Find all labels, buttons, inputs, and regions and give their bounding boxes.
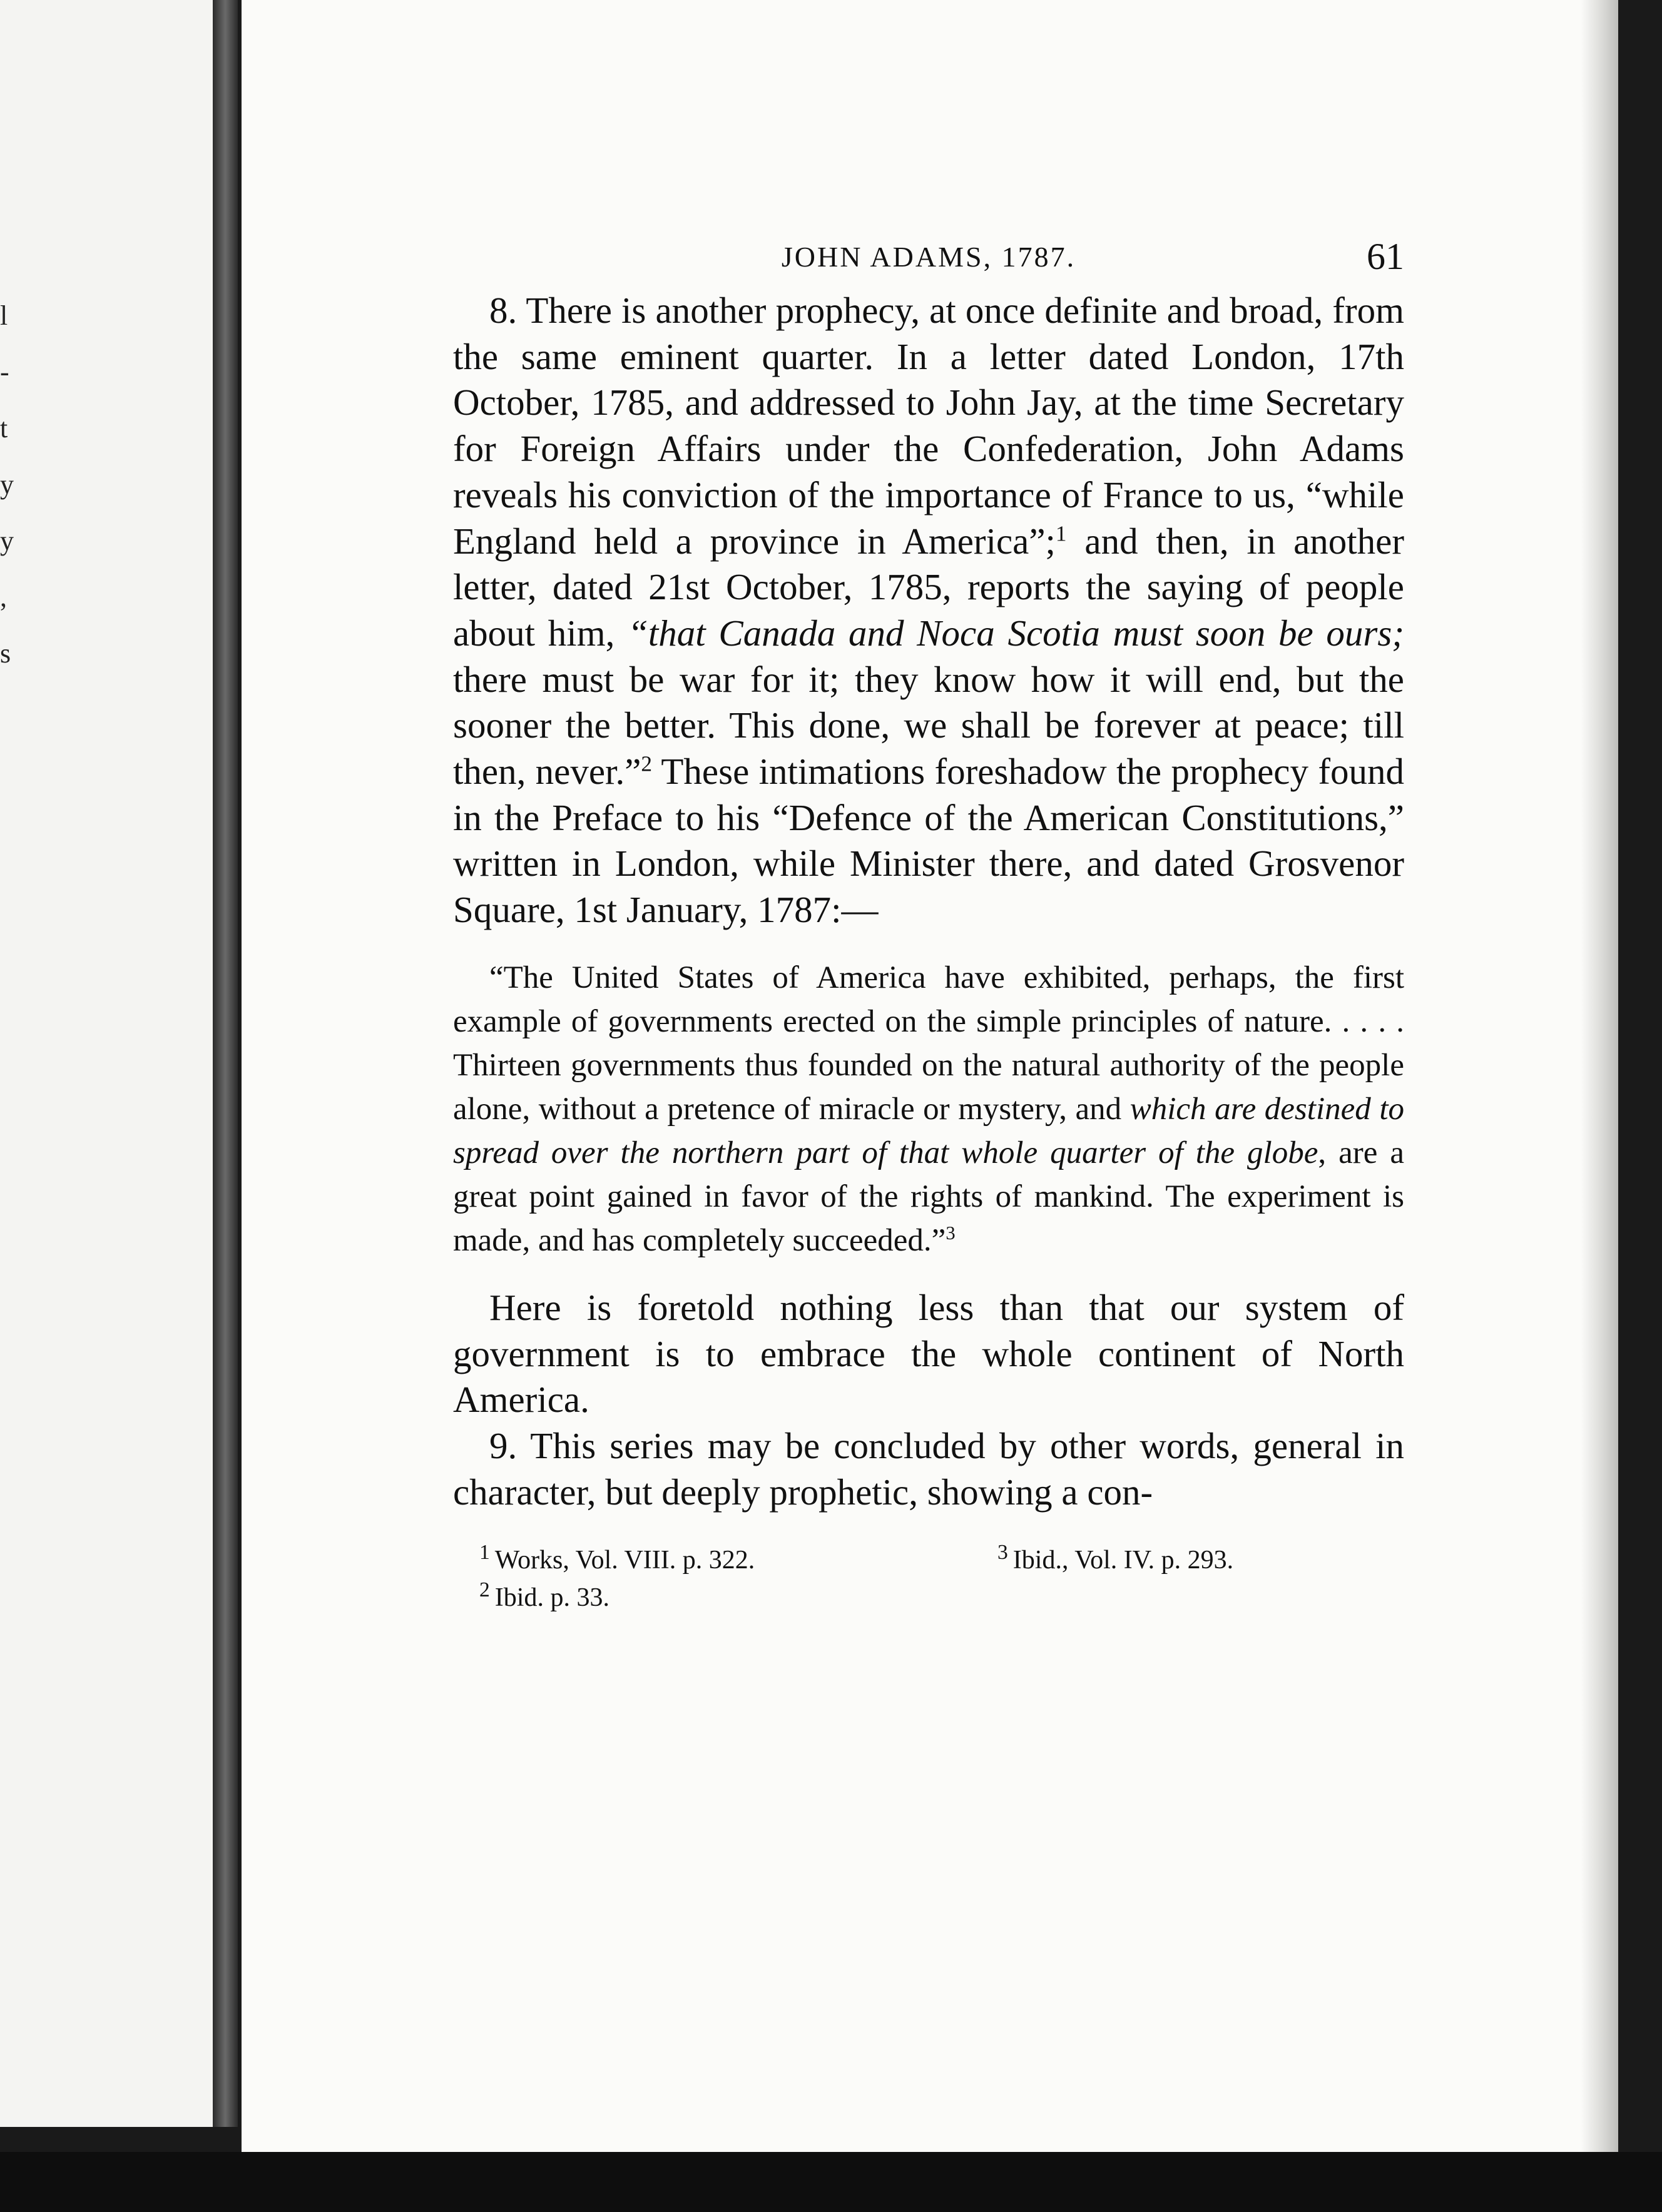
footnote-text: Works, Vol. VIII. p. 322. [494, 1546, 755, 1575]
scan-bottom-border [0, 2152, 1662, 2212]
quote-paragraph [453, 956, 1404, 1262]
paragraph-conclusion: Here is foretold nothing less than that our system of government is to embrace the whole continent of North America. [453, 1286, 1404, 1421]
book-page [242, 0, 1618, 2152]
footnotes [453, 1541, 1404, 1623]
footnote-ref-1: 1 [1055, 520, 1067, 545]
footnote-text: Ibid., Vol. IV. p. 293. [1012, 1546, 1234, 1575]
page-content [453, 238, 1404, 1623]
footnote-3 [997, 1541, 1233, 1579]
page-number: 61 [1367, 236, 1404, 277]
facing-page-text-fragments [0, 288, 19, 682]
text-run: there must be war for it; they know how it will end, but the sooner the better. This done, we shall be forever at peace; till then, never.” [453, 658, 1404, 793]
fragment: l [0, 300, 8, 331]
italic-quote: “that Canada and Noca Scotia must soon be ours; [628, 612, 1404, 654]
fragment: - [0, 357, 9, 387]
footnote-mark: 2 [479, 1578, 490, 1602]
body-text-continued [453, 1285, 1404, 1516]
running-head: JOHN ADAMS, 1787. [781, 241, 1076, 273]
page-edge-shadow [1581, 0, 1618, 2152]
footnote-mark: 1 [479, 1541, 490, 1565]
fragment: , [0, 582, 7, 612]
facing-page [0, 0, 235, 2127]
text-run: “The United States of America have exhibited, perhaps, the first example of governments erected on the simple principles of nature. . . . . Thirteen governments thus founded on the natural authority of the people alone, without a pretence of miracle or mystery, and [453, 960, 1404, 1127]
footnote-text: Ibid. p. 33. [494, 1583, 609, 1613]
footnote-mark: 3 [997, 1541, 1008, 1565]
text-run: These intimations foreshadow the prophecy found in the Preface to his “Defence of the American Constitutions,” written in London, while Minister there, and dated Grosvenor Square, 1st January, 1787:— [453, 751, 1404, 931]
footnote-2 [479, 1579, 609, 1616]
text-run: and then, in another letter, dated 21st October, 1785, reports the saying of people about him, [453, 520, 1404, 654]
text-run: , are a great point gained in favor of the rights of mankind. The experiment is made, and has completely succeeded.” [453, 1135, 1404, 1258]
footnote-ref-2: 2 [641, 751, 653, 776]
fragment: y [0, 525, 14, 556]
footnote-1 [479, 1541, 755, 1579]
footnote-ref-3: 3 [946, 1222, 956, 1244]
body-text [453, 288, 1404, 933]
fragment: s [0, 638, 11, 669]
fragment: t [0, 413, 8, 444]
italic-phrase: which are destined to spread over the northern part of that whole quarter of the globe [453, 1091, 1404, 1170]
paragraph-8 [453, 288, 1404, 933]
book-spine [213, 0, 238, 2127]
paragraph-9: 9. This series may be concluded by other words, general in character, but deeply prophetic, showing a con- [453, 1424, 1404, 1513]
fragment: y [0, 469, 14, 500]
block-quote [453, 956, 1404, 1262]
page-header [453, 238, 1404, 288]
text-run: 8. There is another prophecy, at once definite and broad, from the same eminent quarter. In a letter dated London, 17th October, 1785, and addressed to John Jay, at the time Secretary for Foreign Affairs under the Confederation, John Adams reveals his conviction of the importance of France to us, “while England held a province in America”; [453, 290, 1404, 562]
